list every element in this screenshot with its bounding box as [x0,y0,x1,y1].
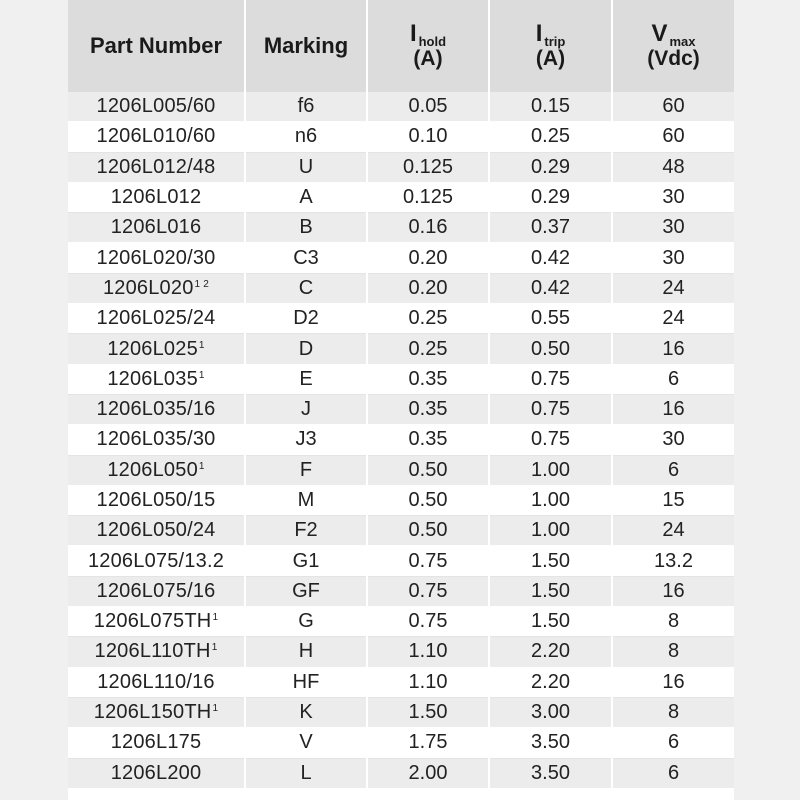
ihold-cell-text: 0.125 [402,186,454,209]
ihold-cell-text: 0.75 [408,549,448,572]
ihold-cell [367,758,489,788]
itrip-cell [489,546,612,576]
ihold-cell [367,728,489,758]
table-row [68,728,734,758]
vmax-cell-text: 8 [667,640,680,663]
ihold-cell [367,667,489,697]
table-row [68,243,734,273]
part-number-cell [68,92,245,122]
ihold-cell-text: 1.75 [408,731,448,754]
ihold-cell-text: 0.16 [408,216,448,239]
vmax-cell [612,273,734,303]
ihold-cell-text: 1.10 [408,640,448,663]
ihold-cell [367,273,489,303]
itrip-cell-text: 0.75 [531,367,570,390]
marking-cell [245,758,367,788]
part-number-cell-text: 1206L110/16 [97,670,215,693]
ihold-cell-text: 0.50 [408,489,448,511]
itrip-cell-text: 1.00 [531,489,570,511]
vmax-cell [612,364,734,394]
part-number-cell [68,364,245,394]
ihold-cell-text: 0.25 [408,307,448,330]
table-row [68,455,734,485]
table-row [68,485,734,515]
ihold-cell [367,485,489,515]
vmax-cell [612,394,734,424]
vmax-cell-text: 24 [662,307,685,330]
ihold-cell [367,576,489,606]
vmax-cell [612,637,734,667]
vmax-cell-text: 30 [662,186,685,209]
itrip-cell [489,92,612,122]
ihold-cell-text: 0.05 [408,95,448,118]
part-number-cell [68,243,245,273]
itrip-cell [489,273,612,303]
footnote-marker: 1 [198,339,205,351]
vmax-cell [612,607,734,637]
marking-cell [245,304,367,334]
table-row [68,394,734,424]
part-number-cell-text: 1206L050/15 [96,489,216,511]
marking-cell [245,213,367,243]
vmax-cell-text: 13.2 [654,549,693,572]
marking-cell [245,425,367,455]
vmax-cell [612,243,734,273]
vmax-cell [612,182,734,212]
ihold-cell-text: 1.10 [408,670,448,693]
marking-cell [245,637,367,667]
itrip-cell [489,394,612,424]
marking-cell [245,546,367,576]
footnote-marker: 1 [212,612,219,624]
itrip-cell-text: 0.29 [531,186,570,209]
vmax-cell-text: 30 [662,428,685,451]
marking-cell [245,122,367,152]
ihold-cell-text: 0.50 [408,519,448,542]
vmax-cell-text: 16 [662,579,685,602]
ihold-cell-text: 0.20 [408,246,448,269]
itrip-cell [489,304,612,334]
marking-cell-text: U [298,155,314,178]
vmax-cell-text: 8 [667,701,680,724]
part-number-cell [68,425,245,455]
itrip-cell [489,213,612,243]
marking-cell-text: M [297,489,315,511]
ptc-fuse-spec-table [68,0,734,789]
footnote-marker: 1 [212,703,219,715]
part-number-cell [68,273,245,303]
spec-sheet [68,0,734,800]
part-number-cell [68,728,245,758]
ihold-cell-text: 0.10 [408,125,448,148]
vmax-cell [612,697,734,727]
header-vmax: V $_{max}$ (Vdc) [612,0,734,92]
part-number-cell-text: 1206L035/30 [96,428,216,451]
itrip-cell-text: 3.00 [531,701,570,724]
table-row [68,92,734,122]
marking-cell [245,182,367,212]
part-number-cell-text: 1206L012 [110,186,202,209]
table-row [68,697,734,727]
part-number-cell [68,334,245,364]
part-number-cell [68,546,245,576]
itrip-cell [489,576,612,606]
part-number-cell-text: 1206L025/24 [96,307,216,330]
table-row [68,334,734,364]
table-row [68,182,734,212]
table-row [68,667,734,697]
marking-cell-text: n6 [294,125,318,148]
itrip-cell [489,516,612,546]
itrip-cell [489,425,612,455]
header-row [68,0,734,92]
ihold-cell [367,213,489,243]
marking-cell-text: C [298,276,314,299]
itrip-cell-text: 0.42 [531,246,570,269]
itrip-cell [489,637,612,667]
vmax-cell-text: 30 [662,216,685,239]
marking-cell-text: D2 [293,307,319,330]
part-number-cell [68,182,245,212]
marking-cell-text: J3 [295,428,317,451]
vmax-cell [612,152,734,182]
part-number-cell-text: 1206L050 [107,458,198,481]
vmax-cell [612,576,734,606]
itrip-cell-text: 1.00 [531,458,570,481]
header-itrip: I $_{trip}$ (A) [489,0,612,92]
vmax-cell-text: 60 [662,125,685,148]
vmax-cell [612,122,734,152]
table-row [68,576,734,606]
marking-cell-text: V [299,731,313,754]
vmax-cell [612,425,734,455]
part-number-cell [68,122,245,152]
part-number-cell [68,516,245,546]
part-number-cell [68,667,245,697]
vmax-cell [612,728,734,758]
vmax-cell [612,334,734,364]
table-row [68,425,734,455]
part-number-cell-text: 1206L075TH [93,610,212,633]
table-row [68,213,734,243]
vmax-cell-text: 60 [662,95,685,118]
ihold-cell-text: 0.25 [408,337,448,360]
vmax-cell-text: 48 [662,155,685,178]
table-row [68,607,734,637]
ihold-cell [367,607,489,637]
part-number-cell-text: 1206L025 [107,337,198,360]
part-number-cell-text: 1206L020 [102,276,194,299]
vmax-cell-text: 16 [662,670,685,693]
part-number-cell [68,697,245,727]
itrip-cell [489,728,612,758]
part-number-cell-text: 1206L016 [110,216,202,239]
vmax-cell-text: 24 [662,276,685,299]
vmax-cell-text: 6 [667,458,680,481]
marking-cell [245,152,367,182]
itrip-cell-text: 0.42 [531,276,570,299]
part-number-cell [68,213,245,243]
vmax-cell [612,485,734,515]
ihold-cell [367,152,489,182]
marking-cell-text: L [300,761,312,784]
marking-cell [245,607,367,637]
part-number-cell-text: 1206L005/60 [96,95,216,118]
ihold-cell [367,516,489,546]
vmax-cell [612,667,734,697]
vmax-cell [612,758,734,788]
ihold-cell-text: 1.50 [408,701,448,724]
itrip-cell-text: 0.25 [531,125,570,148]
itrip-cell [489,758,612,788]
ihold-cell [367,182,489,212]
part-number-cell-text: 1206L200 [110,761,202,784]
marking-cell [245,728,367,758]
marking-cell-text: f6 [297,95,315,118]
table-row [68,516,734,546]
vmax-cell-text: 6 [667,367,680,390]
marking-cell-text: GF [292,579,320,602]
part-number-cell-text: 1206L035/16 [96,398,216,421]
vmax-cell [612,546,734,576]
vmax-cell-text: 16 [662,337,685,360]
itrip-cell [489,364,612,394]
marking-cell-text: G1 [292,549,320,572]
itrip-cell-text: 0.55 [531,307,570,330]
footnote-marker: 1 [211,642,218,654]
part-number-cell [68,576,245,606]
vmax-cell [612,213,734,243]
itrip-cell-text: 3.50 [531,761,570,784]
table-row [68,637,734,667]
table-row [68,152,734,182]
marking-cell [245,516,367,546]
table-header [68,0,734,92]
itrip-cell-text: 1.50 [531,610,570,633]
itrip-cell [489,455,612,485]
part-number-cell [68,455,245,485]
footnote-marker: 1 [198,460,205,472]
part-number-cell-text: 1206L050/24 [96,519,216,542]
ihold-cell-text: 0.35 [408,428,448,451]
vmax-cell [612,516,734,546]
marking-cell [245,334,367,364]
marking-cell [245,485,367,515]
marking-cell [245,576,367,606]
ihold-cell [367,304,489,334]
part-number-cell [68,485,245,515]
itrip-cell [489,607,612,637]
itrip-cell-text: 2.20 [531,640,570,663]
ihold-cell [367,243,489,273]
itrip-cell-text: 0.75 [531,398,570,421]
footnote-marker: 1 2 [194,278,210,290]
itrip-cell-text: 0.75 [531,428,570,451]
header-marking: Marking [245,0,367,92]
marking-cell-text: H [298,640,314,663]
marking-cell [245,667,367,697]
ihold-cell-text: 2.00 [408,761,448,784]
table-row [68,364,734,394]
table-row [68,758,734,788]
itrip-cell-text: 1.00 [531,519,570,542]
vmax-cell-text: 30 [662,246,685,269]
vmax-cell [612,304,734,334]
marking-cell-text: B [299,216,313,239]
part-number-cell-text: 1206L175 [110,731,202,754]
vmax-cell-text: 8 [667,610,680,633]
ihold-cell-text: 0.75 [408,579,448,602]
vmax-cell-text: 16 [662,398,685,421]
marking-cell-text: C3 [293,246,319,269]
vmax-cell-text: 6 [667,761,680,784]
itrip-cell-text: 1.50 [531,549,570,572]
marking-cell-text: K [299,701,313,724]
itrip-cell [489,667,612,697]
table-row [68,273,734,303]
vmax-cell [612,92,734,122]
part-number-cell-text: 1206L012/48 [96,155,216,178]
table-body [68,92,734,788]
part-number-cell [68,304,245,334]
itrip-cell-text: 1.50 [531,579,570,602]
header-ihold: I $_{hold}$ (A) [367,0,489,92]
itrip-cell [489,182,612,212]
vmax-cell-text: 15 [662,489,685,511]
marking-cell-text: F [299,458,313,481]
marking-cell-text: HF [292,670,320,693]
marking-cell-text: G [298,610,314,633]
vmax-cell-text: 24 [662,519,685,542]
part-number-cell [68,394,245,424]
ihold-cell [367,92,489,122]
itrip-cell-text: 0.50 [531,337,570,360]
ihold-cell [367,122,489,152]
vmax-cell [612,455,734,485]
table-row [68,546,734,576]
ihold-cell-text: 0.75 [408,610,448,633]
marking-cell [245,364,367,394]
table-row [68,304,734,334]
part-number-cell [68,637,245,667]
itrip-cell [489,122,612,152]
marking-cell-text: D [298,337,314,360]
ihold-cell-text: 0.35 [408,367,448,390]
ihold-cell [367,637,489,667]
marking-cell-text: E [299,367,313,390]
part-number-cell [68,758,245,788]
ihold-cell [367,425,489,455]
ihold-cell [367,334,489,364]
footnote-marker: 1 [198,369,205,381]
itrip-cell-text: 0.37 [531,216,570,239]
ihold-cell-text: 0.125 [402,155,454,178]
part-number-cell [68,607,245,637]
marking-cell-text: F2 [294,519,318,542]
ihold-cell-text: 0.35 [408,398,448,421]
ihold-cell-text: 0.50 [408,458,448,481]
ihold-cell [367,546,489,576]
marking-cell [245,697,367,727]
ihold-cell [367,394,489,424]
part-number-cell-text: 1206L010/60 [96,125,216,148]
marking-cell [245,273,367,303]
ihold-cell [367,697,489,727]
part-number-cell-text: 1206L075/16 [96,579,216,602]
part-number-cell [68,152,245,182]
part-number-cell-text: 1206L110TH [94,640,211,663]
header-part-number: Part Number [68,0,245,92]
vmax-cell-text: 6 [667,731,680,754]
marking-cell [245,92,367,122]
itrip-cell [489,334,612,364]
marking-cell [245,455,367,485]
itrip-cell [489,152,612,182]
marking-cell [245,243,367,273]
marking-cell [245,394,367,424]
itrip-cell [489,485,612,515]
ihold-cell-text: 0.20 [408,276,448,299]
itrip-cell [489,243,612,273]
ihold-cell [367,364,489,394]
itrip-cell-text: 0.29 [531,155,570,178]
itrip-cell [489,697,612,727]
ihold-cell [367,455,489,485]
part-number-cell-text: 1206L035 [107,367,198,390]
part-number-cell-text: 1206L150TH [93,701,212,724]
itrip-cell-text: 2.20 [531,670,570,693]
part-number-cell-text: 1206L020/30 [96,246,216,269]
marking-cell-text: J [301,398,311,421]
marking-cell-text: A [299,186,313,209]
itrip-cell-text: 0.15 [531,95,570,118]
part-number-cell-text: 1206L075/13.2 [87,549,225,572]
itrip-cell-text: 3.50 [531,731,570,754]
table-row [68,122,734,152]
